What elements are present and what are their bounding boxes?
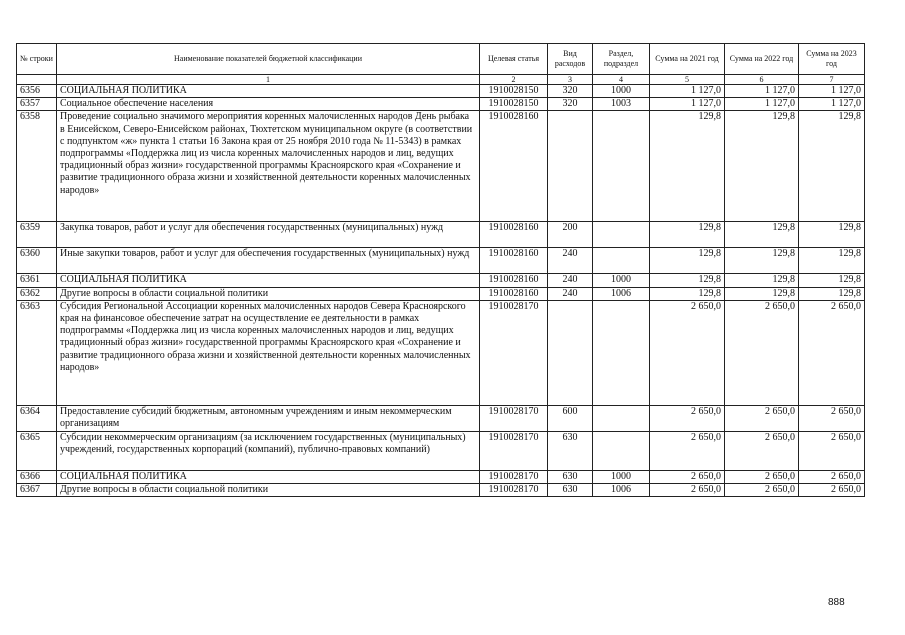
header-name: Наименование показателей бюджетной классификации xyxy=(57,44,480,75)
row-name: Проведение социально значимого мероприятия коренных малочисленных народов День рыбака в Енисейском, Северо-Енисейском районах, Тюхтетском муниципальном округе (в соответствии с подпунктом «ж» пункта 1 статьи 16 Закона края от 25 ноября 2010 года № 11-5343) в рамках подпрограммы «Поддержка лиц из числа коренных малочисленных народов и лиц, ведущих традиционный образ жизни» государственной программы Красноярского края «Сохранение и развитие традиционного образа жизни и хозяйственной деятельности коренных малочисленных народов» xyxy=(57,111,480,222)
row-target: 1910028150 xyxy=(480,98,548,111)
page-number: 888 xyxy=(828,597,845,608)
row-number: 6363 xyxy=(17,300,57,405)
row-number: 6367 xyxy=(17,484,57,497)
row-razdel xyxy=(593,111,650,222)
table-row xyxy=(17,431,865,470)
column-number-row xyxy=(17,75,865,85)
row-sum-2021: 129,8 xyxy=(650,248,725,274)
row-razdel xyxy=(593,431,650,470)
table-row xyxy=(17,405,865,431)
row-sum-2023: 2 650,0 xyxy=(799,470,865,483)
row-vid: 630 xyxy=(548,431,593,470)
row-target: 1910028160 xyxy=(480,222,548,248)
row-sum-2022: 129,8 xyxy=(725,274,799,287)
row-target: 1910028170 xyxy=(480,484,548,497)
row-razdel: 1000 xyxy=(593,85,650,98)
row-target: 1910028160 xyxy=(480,287,548,300)
row-number: 6365 xyxy=(17,431,57,470)
row-sum-2022: 2 650,0 xyxy=(725,484,799,497)
row-target: 1910028150 xyxy=(480,85,548,98)
row-sum-2022: 2 650,0 xyxy=(725,405,799,431)
row-sum-2021: 2 650,0 xyxy=(650,300,725,405)
row-name: Субсидия Региональной Ассоциации коренных малочисленных народов Севера Красноярского края на финансовое обеспечение затрат на осуществление ее деятельности в рамках подпрограммы «Поддержка лиц из числа коренных малочисленных народов и лиц, ведущих традиционный образ жизни» государственной программы Красноярского края «Сохранение и развитие традиционного образа жизни и хозяйственной деятельности коренных малочисленных народов» xyxy=(57,300,480,405)
row-sum-2023: 129,8 xyxy=(799,274,865,287)
row-target: 1910028170 xyxy=(480,405,548,431)
header-sum-2023: Сумма на 2023 год xyxy=(799,44,865,75)
row-vid: 630 xyxy=(548,484,593,497)
row-target: 1910028170 xyxy=(480,300,548,405)
row-razdel xyxy=(593,300,650,405)
row-sum-2022: 1 127,0 xyxy=(725,85,799,98)
row-sum-2021: 2 650,0 xyxy=(650,405,725,431)
row-vid xyxy=(548,111,593,222)
row-sum-2023: 2 650,0 xyxy=(799,431,865,470)
row-number: 6362 xyxy=(17,287,57,300)
row-name: СОЦИАЛЬНАЯ ПОЛИТИКА xyxy=(57,470,480,483)
column-number: 6 xyxy=(725,75,799,85)
column-number: 1 xyxy=(57,75,480,85)
row-name: Закупка товаров, работ и услуг для обеспечения государственных (муниципальных) нужд xyxy=(57,222,480,248)
row-number: 6360 xyxy=(17,248,57,274)
row-number: 6358 xyxy=(17,111,57,222)
row-sum-2022: 2 650,0 xyxy=(725,470,799,483)
row-vid: 600 xyxy=(548,405,593,431)
row-sum-2023: 129,8 xyxy=(799,222,865,248)
table-row xyxy=(17,248,865,274)
row-sum-2022: 2 650,0 xyxy=(725,300,799,405)
row-sum-2021: 2 650,0 xyxy=(650,484,725,497)
row-sum-2021: 1 127,0 xyxy=(650,98,725,111)
row-razdel xyxy=(593,222,650,248)
row-sum-2022: 2 650,0 xyxy=(725,431,799,470)
budget-table xyxy=(16,43,865,497)
row-razdel: 1000 xyxy=(593,274,650,287)
header-vid: Вид расходов xyxy=(548,44,593,75)
row-number: 6359 xyxy=(17,222,57,248)
row-target: 1910028160 xyxy=(480,248,548,274)
row-vid: 240 xyxy=(548,287,593,300)
row-sum-2022: 129,8 xyxy=(725,287,799,300)
row-vid: 240 xyxy=(548,274,593,287)
header-sum-2022: Сумма на 2022 год xyxy=(725,44,799,75)
row-sum-2023: 129,8 xyxy=(799,287,865,300)
row-name: Иные закупки товаров, работ и услуг для обеспечения государственных (муниципальных) нужд xyxy=(57,248,480,274)
row-name: СОЦИАЛЬНАЯ ПОЛИТИКА xyxy=(57,85,480,98)
row-sum-2022: 1 127,0 xyxy=(725,98,799,111)
row-number: 6356 xyxy=(17,85,57,98)
table-row xyxy=(17,287,865,300)
row-sum-2023: 129,8 xyxy=(799,248,865,274)
row-sum-2021: 129,8 xyxy=(650,111,725,222)
row-razdel: 1003 xyxy=(593,98,650,111)
row-vid: 240 xyxy=(548,248,593,274)
row-sum-2021: 129,8 xyxy=(650,274,725,287)
column-number: 7 xyxy=(799,75,865,85)
table-row xyxy=(17,470,865,483)
row-number: 6366 xyxy=(17,470,57,483)
row-name: СОЦИАЛЬНАЯ ПОЛИТИКА xyxy=(57,274,480,287)
row-name: Социальное обеспечение населения xyxy=(57,98,480,111)
header-sum-2021: Сумма на 2021 год xyxy=(650,44,725,75)
row-sum-2022: 129,8 xyxy=(725,222,799,248)
row-name: Субсидии некоммерческим организациям (за исключением государственных (муниципальных) учреждений, государственных корпораций (компаний), публично-правовых компаний) xyxy=(57,431,480,470)
row-name: Другие вопросы в области социальной политики xyxy=(57,484,480,497)
row-vid: 200 xyxy=(548,222,593,248)
column-number: 5 xyxy=(650,75,725,85)
row-target: 1910028170 xyxy=(480,470,548,483)
header-row-no: № строки xyxy=(17,44,57,75)
table-row xyxy=(17,98,865,111)
row-number: 6357 xyxy=(17,98,57,111)
row-sum-2021: 129,8 xyxy=(650,287,725,300)
row-razdel xyxy=(593,248,650,274)
row-vid: 630 xyxy=(548,470,593,483)
row-razdel: 1006 xyxy=(593,287,650,300)
header-razdel: Раздел, подраздел xyxy=(593,44,650,75)
row-razdel xyxy=(593,405,650,431)
table-row xyxy=(17,111,865,222)
row-vid xyxy=(548,300,593,405)
table-row xyxy=(17,484,865,497)
row-target: 1910028160 xyxy=(480,274,548,287)
row-sum-2023: 1 127,0 xyxy=(799,98,865,111)
column-number: 4 xyxy=(593,75,650,85)
row-sum-2021: 1 127,0 xyxy=(650,85,725,98)
header-row xyxy=(17,44,865,75)
row-sum-2023: 2 650,0 xyxy=(799,484,865,497)
row-target: 1910028160 xyxy=(480,111,548,222)
row-number: 6361 xyxy=(17,274,57,287)
row-sum-2021: 2 650,0 xyxy=(650,470,725,483)
row-sum-2022: 129,8 xyxy=(725,111,799,222)
table-row xyxy=(17,222,865,248)
row-sum-2022: 129,8 xyxy=(725,248,799,274)
column-number: 2 xyxy=(480,75,548,85)
row-name: Предоставление субсидий бюджетным, автономным учреждениям и иным некоммерческим организациям xyxy=(57,405,480,431)
row-name: Другие вопросы в области социальной политики xyxy=(57,287,480,300)
column-number: 3 xyxy=(548,75,593,85)
row-sum-2023: 1 127,0 xyxy=(799,85,865,98)
row-target: 1910028170 xyxy=(480,431,548,470)
header-target: Целевая статья xyxy=(480,44,548,75)
row-number: 6364 xyxy=(17,405,57,431)
row-sum-2021: 2 650,0 xyxy=(650,431,725,470)
row-sum-2023: 2 650,0 xyxy=(799,300,865,405)
row-razdel: 1006 xyxy=(593,484,650,497)
table-row xyxy=(17,274,865,287)
row-vid: 320 xyxy=(548,85,593,98)
table-row xyxy=(17,85,865,98)
row-sum-2021: 129,8 xyxy=(650,222,725,248)
row-sum-2023: 2 650,0 xyxy=(799,405,865,431)
row-razdel: 1000 xyxy=(593,470,650,483)
row-vid: 320 xyxy=(548,98,593,111)
column-number xyxy=(17,75,57,85)
table-row xyxy=(17,300,865,405)
row-sum-2023: 129,8 xyxy=(799,111,865,222)
